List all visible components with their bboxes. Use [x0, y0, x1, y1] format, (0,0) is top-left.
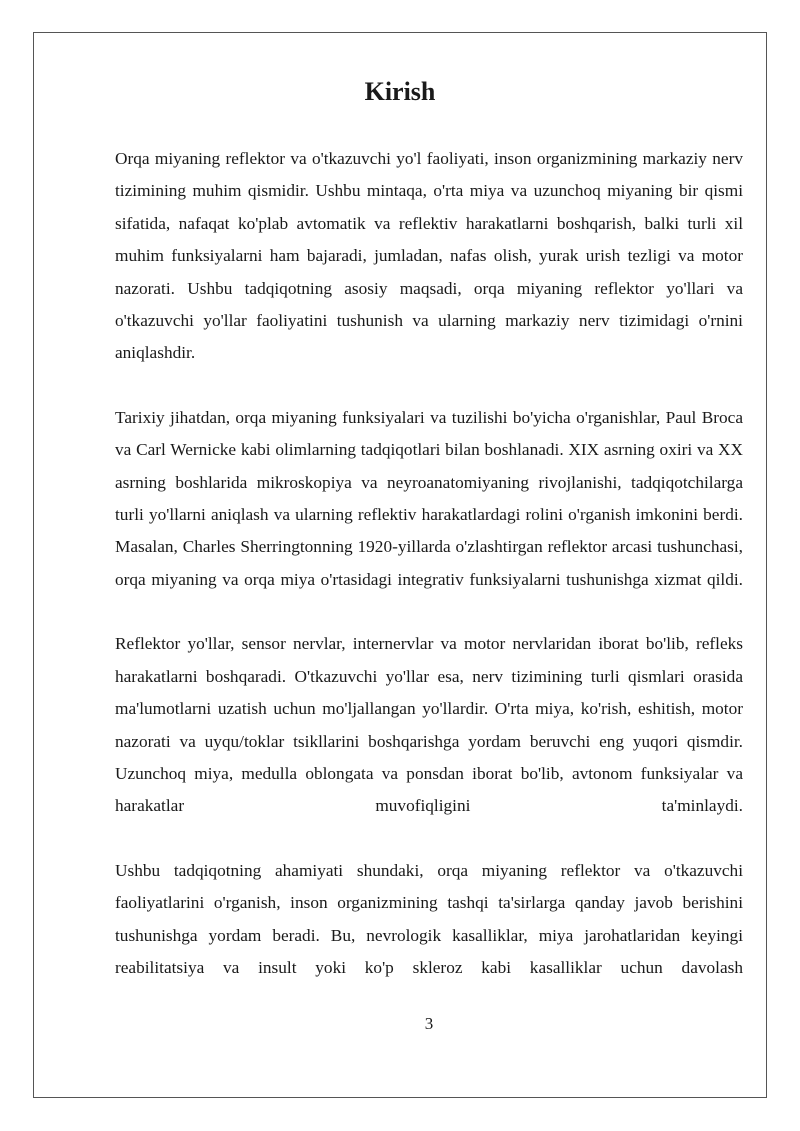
page-title: Kirish: [364, 77, 436, 106]
paragraph-2: Tarixiy jihatdan, orqa miyaning funksiyalari va tuzilishi bo'yicha o'rganishlar, Paul Broca va Carl Wernicke kabi olimlarning tadqiqotlari bilan boshlanadi. XIX asrning oxiri va XX asrning boshlarida mikroskopiya va neyroanatomiyaning rivojlanishi, tadqiqotchilarga turli yo'llarni aniqlash va ularning reflektiv harakatlardagi rolini o'rganish imkonini berdi. Masalan, Charles Sherringtonning 1920-yillarda o'zlashtirgan reflektor arcasi tushunchasi, orqa miyaning va orqa miya o'rtasidagi integrativ funksiyalarni tushunishga xizmat qildi.: [115, 407, 743, 589]
paragraph-3: Reflektor yo'llar, sensor nervlar, internervlar va motor nervlaridan iborat bo'lib, refleks harakatlarni boshqaradi. O'tkazuvchi yo'llar esa, nerv tizimining turli qismlari orasida ma'lumotlarni uzatish uchun mo'ljallangan yo'llardir. O'rta miya, ko'rish, eshitish, motor nazorati va uyqu/toklar tsikllarini boshqarishga yordam beruvchi eng yuqori qismdir. Uzunchoq miya, medulla oblongata va ponsdan iborat bo'lib, avtonom funksiyalar va harakatlar muvofiqligini ta'minlaydi.: [115, 634, 743, 816]
page-number: 3: [424, 1014, 434, 1033]
paragraph-4: Ushbu tadqiqotning ahamiyati shundaki, orqa miyaning reflektor va o'tkazuvchi faoliyatlarini o'rganish, inson organizmining tashqi ta'sirlarga qanday javob berishini tushunishga yordam beradi. Bu, nevrologik kasalliklar, miya jarohatlaridan keyingi reabilitatsiya va insult yoki ko'p skleroz kabi kasalliklar uchun davolash: [115, 860, 743, 977]
body-text: [115, 143, 743, 984]
paragraph-1: Orqa miyaning reflektor va o'tkazuvchi yo'l faoliyati, inson organizmining markaziy nerv tizimining muhim qismidir. Ushbu mintaqa, o'rta miya va uzunchoq miyaning bir qismi sifatida, nafaqat ko'plab avtomatik va reflektiv harakatlarni boshqarish, balki turli xil muhim funksiyalarni ham bajaradi, jumladan, nafas olish, yurak urish tezligi va motor nazorati. Ushbu tadqiqotning asosiy maqsadi, orqa miyaning reflektor yo'llari va o'tkazuvchi yo'llar faoliyatini tushunish va ularning markaziy nerv tizimidagi o'rnini aniqlashdir.: [115, 149, 743, 363]
